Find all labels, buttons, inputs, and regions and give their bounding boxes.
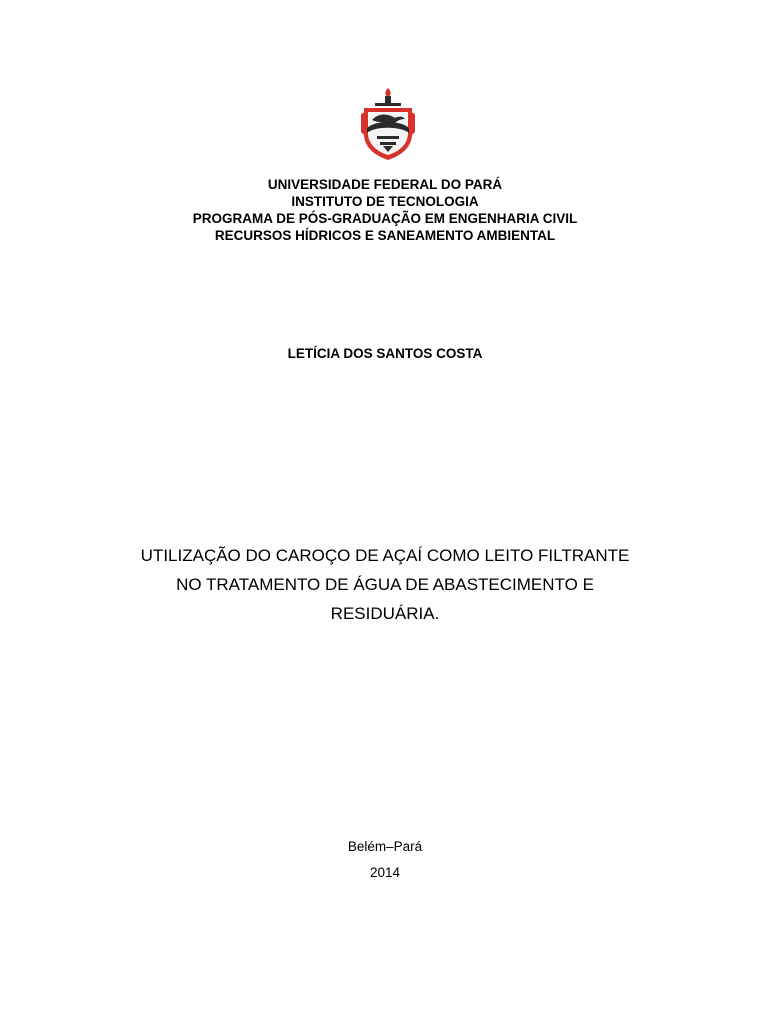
title-line: NO TRATAMENTO DE ÁGUA DE ABASTECIMENTO E <box>176 575 594 594</box>
institute-name: INSTITUTO DE TECNOLOGIA <box>291 194 479 209</box>
research-area: RECURSOS HÍDRICOS E SANEAMENTO AMBIENTAL <box>214 228 556 243</box>
title-line: RESIDUÁRIA. <box>330 604 440 623</box>
title-line: UTILIZAÇÃO DO CAROÇO DE AÇAÍ COMO LEITO FILTRANTE <box>140 546 630 565</box>
location: Belém–Pará <box>347 839 423 854</box>
university-seal-icon <box>355 86 421 162</box>
university-name: UNIVERSIDADE FEDERAL DO PARÁ <box>267 177 503 192</box>
institution-header <box>0 176 770 244</box>
place-and-date <box>0 834 770 886</box>
program-name: PROGRAMA DE PÓS-GRADUAÇÃO EM ENGENHARIA CIVIL <box>192 211 578 226</box>
year: 2014 <box>369 865 401 880</box>
document-title <box>0 541 770 628</box>
author-name: LETÍCIA DOS SANTOS COSTA <box>287 346 483 361</box>
